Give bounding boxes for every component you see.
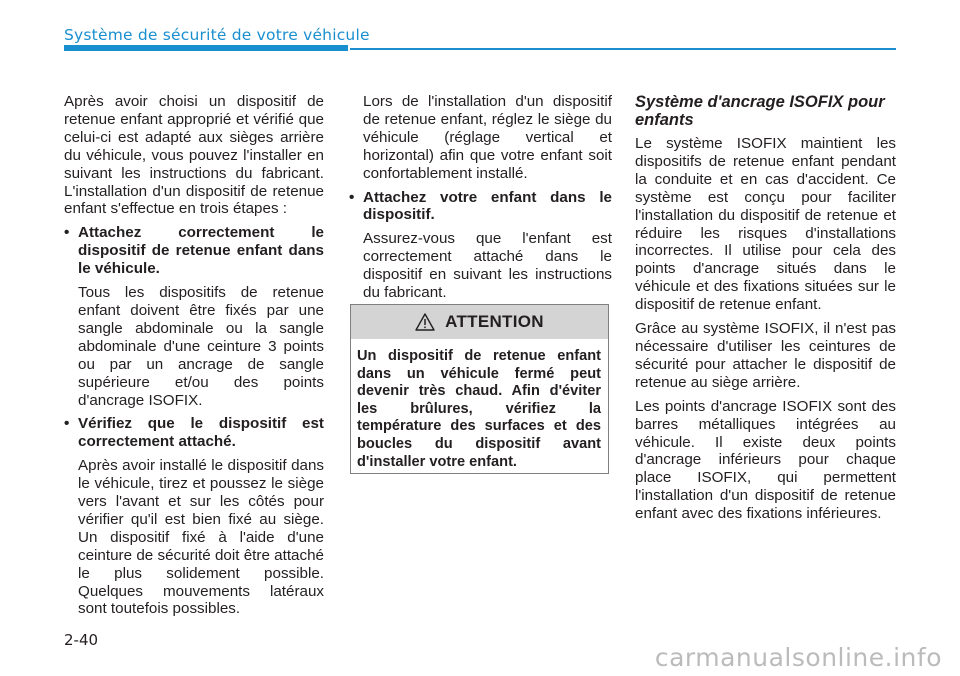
bullet-glyph: •	[349, 188, 355, 206]
continued-paragraph: Lors de l'installation d'un dispositif de retenue enfant, réglez le siège du véhicule (réglage vertical et horizontal) afin que votre enfant soit confortablement installé.	[363, 93, 612, 182]
attention-header	[351, 305, 608, 339]
warning-triangle-icon	[415, 313, 435, 331]
attention-title: ATTENTION	[445, 312, 544, 331]
bullet-title: Attachez votre enfant dans le dispositif.	[363, 188, 612, 224]
isofix-paragraph: Le système ISOFIX maintient les dispositifs de retenue enfant pendant la conduite et en cas d'accident. Ce système est conçu pour faciliter l'installation du dispositif de retenue et réduire les risques d'installations incorrectes. Il utilise pour cela des points d'ancrage situés dans le véhicule et des fixations situées sur le dispositif de retenue enfant.	[635, 135, 896, 314]
bullet-glyph: •	[64, 415, 70, 433]
page-number: 2-40	[64, 631, 99, 649]
bullet-body: Tous les dispositifs de retenue enfant doivent être fixés par une sangle abdominale ou la sangle abdominale d'une ceinture 3 points ou par un ancrage de sangle supérieure et/ou des points d'ancrage ISOFIX.	[78, 284, 324, 409]
section-title: Système de sécurité de votre véhicule	[64, 26, 370, 44]
watermark: carmanualsonline.info	[654, 643, 942, 672]
bullet-title: Vérifiez que le dispositif est correctement attaché.	[78, 415, 324, 451]
column-right	[635, 93, 896, 529]
intro-paragraph: Après avoir choisi un dispositif de retenue enfant approprié et vérifié que celui-ci est adapté aux sièges arrière du véhicule, vous pouvez l'installer en suivant les instructions du fabricant. L'installation d'un dispositif de retenue enfant s'effectue en trois étapes :	[64, 93, 324, 218]
bullet-item	[64, 415, 324, 451]
attention-text: Un dispositif de retenue enfant dans un véhicule fermé peut devenir très chaud. Afin d'éviter les brûlures, vérifiez la température des surfaces et des boucles du dispositif avant d'installer votre enfant.	[357, 348, 601, 470]
bullet-item	[64, 224, 324, 278]
isofix-heading: Système d'ancrage ISOFIX pour enfants	[635, 93, 885, 129]
column-left	[64, 93, 324, 624]
bullet-glyph: •	[64, 224, 70, 242]
isofix-paragraph: Les points d'ancrage ISOFIX sont des barres métalliques intégrées au véhicule. Il existe deux points d'ancrage inférieurs pour chaque place ISOFIX, qui permettent l'installation d'un dispositif de retenue enfant avec des fixations inférieures.	[635, 397, 896, 523]
bullet-item	[349, 189, 612, 225]
attention-box	[350, 304, 609, 474]
bullet-body: Après avoir installé le dispositif dans le véhicule, tirez et poussez le siège vers l'avant et sur les côtés pour vérifier qu'il est bien fixé au siège. Un dispositif fixé à l'aide d'une ceinture de sécurité doit être attaché le plus solidement possible. Quelques mouvements latéraux sont toutefois possibles.	[78, 457, 324, 618]
header-rule-thick	[64, 45, 348, 51]
bullet-body: Assurez-vous que l'enfant est correctement attaché dans le dispositif en suivant les instructions du fabricant.	[363, 230, 612, 302]
column-middle	[349, 93, 612, 308]
bullet-title: Attachez correctement le dispositif de retenue enfant dans le véhicule.	[78, 224, 324, 278]
header-rule-thin	[350, 48, 896, 50]
isofix-paragraph: Grâce au système ISOFIX, il n'est pas nécessaire d'utiliser les ceintures de sécurité pour attacher le dispositif de retenue au siège arrière.	[635, 320, 896, 391]
